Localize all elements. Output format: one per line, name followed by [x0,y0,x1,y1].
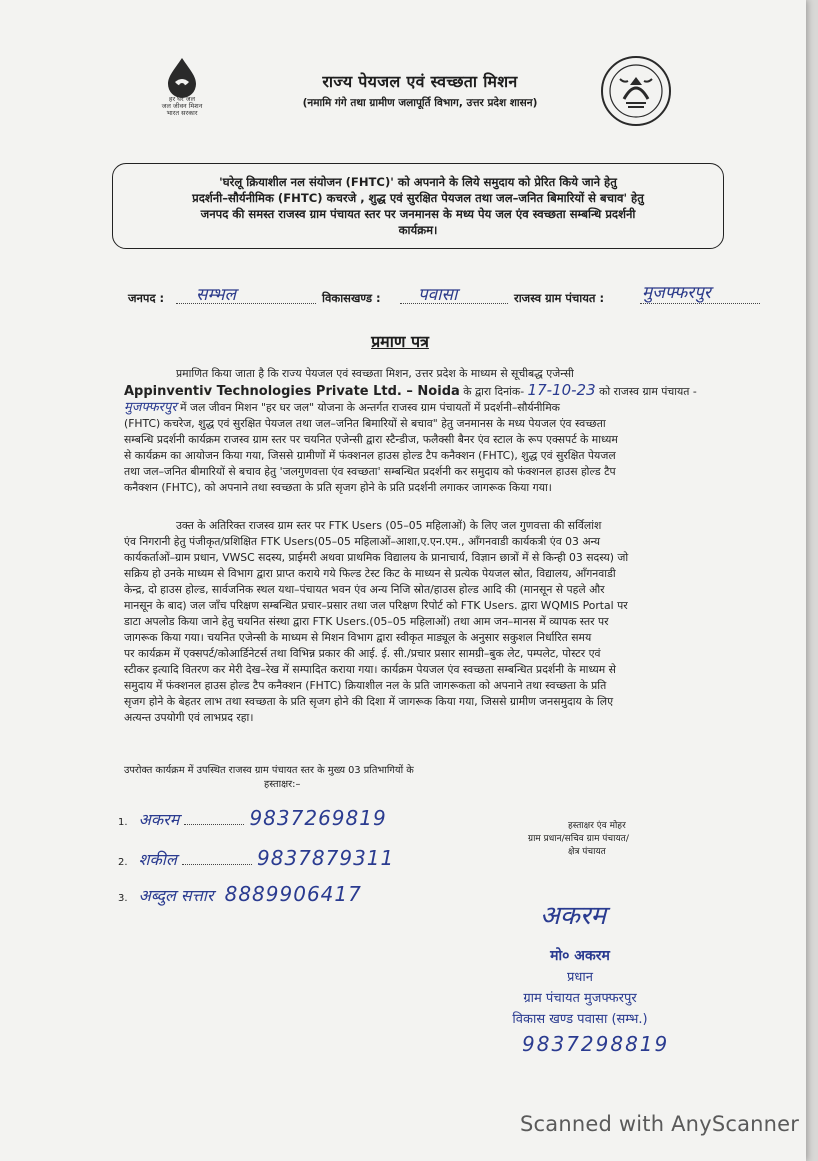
para-line: डाटा अपलोड किया जाने हेतु चयनित संस्था द्वारा FTK Users.(05–05 महिलाओं) तथा आम जन–मानस में व्यापक स्तर पर [124,615,609,628]
para-line: सृजग होने के बेहतर लाभ तथा स्वच्छता के प्रति सृजग होने की दिशा में जागरूक किया गया, जिससे ग्रामीण जनसमुदाय के लिए [124,695,614,708]
stamp-line: मो० अकरम [550,948,610,964]
para-line [124,382,744,400]
program-line: प्रदर्शनी–सौर्यनीमिक (FHTC) कचरजे , शुद्ध एवं सुरक्षित पेयजल तथा जल–जनित बिमारियों से बचाव' हेतु [192,191,644,205]
para-line: पर कार्यक्रम में एक्सपर्ट/कोआर्डिनेटर्स तथा विभिन्न प्रकार की आई. ई. सी./प्रचार प्रसार सामग्री–बुक लेट, पम्पलेट, पोस्टर एवं [124,647,601,660]
org-subtitle: (नमामि गंगे तथा ग्रामीण जलापूर्ति विभाग, उत्तर प्रदेश शासन) [302,97,538,109]
agency-name: Appinventiv Technologies Private Ltd. – Noida [124,384,460,399]
panchayat-line [640,303,760,304]
para-line: उक्त के अतिरिक्त राजस्व ग्राम स्तर पर FTK Users (05–05 महिलाओं) के लिए जल गुणवत्ता की सर्विलांश [176,519,602,532]
caption-line: क्षेत्र पंचायत [568,847,606,857]
para-line: तथा जल–जनित बीमारियों से बचाव हेतु 'जलगुणवत्ता एंव स्वच्छता' सम्बन्धित प्रदर्शनी कर समुदाय को फंक्शनल हाउस होल्ड टैप [124,465,616,478]
row-number: 3. [118,893,128,904]
logo-caption-line: हर घर जल [169,95,195,103]
certificate-paragraph-2 [124,518,744,726]
signatory-name: अब्दुल सत्तार [138,886,214,905]
stamp-line: ग्राम पंचायत मुजफ्फरपुर [523,991,637,1006]
logo-caption-line: भारत सरकार [166,109,198,117]
para-text: में जल जीवन मिशन "हर घर जल" योजना के अन्तर्गत राजस्व ग्राम पंचायतों में प्रदर्शनी–सौर्यनीमिक [180,401,560,414]
para-line: सक्रिय हो उनके माध्यम से विभाग द्वारा प्राप्त कराये गये फिल्ड टेस्ट किट के माध्यन से प्रत्येक पेयजल स्रोत, विद्यालय, आँगनवाडी [124,567,616,580]
panchayat-value: मुजफ्फरपुर [642,283,711,303]
caption-line: हस्ताक्षर एंव मोहर [568,821,626,831]
intro-line: उपरोक्त कार्यक्रम में उपस्थित राजस्व ग्राम पंचायत स्तर के मुख्य 03 प्रतिभागियों के [124,765,414,776]
program-line: कार्यक्रम। [398,223,438,237]
para-line: केन्द्र, दो हाउस होल्ड, सार्वजनिक स्थल यथा–पंचायत भवन एंव अन्य निजि स्रोत/हाउस होल्ड आदि की (मानसून से पहले और [124,583,605,596]
para-line: जागरूक किया गया। चयनित एजेन्सी के माध्यम से मिशन विभाग द्वारा स्वीकृत माड्यूल के अनुसार सकुशल निर्धारित समय [124,631,592,644]
pradhan-phone: 9837298819 [522,1032,670,1056]
block-label: विकासखण्ड : [322,291,381,305]
program-date: 17-10-23 [527,381,596,399]
stamp-line: प्रधान [567,970,593,985]
para-line: स्टीकर इत्यादि वितरण कर मेरी देख–रेख में सम्पादित कराया गया। कार्यक्रम पेयजल एंव स्वच्छता सम्बन्धित प्रदर्शनी के माध्यम से [124,663,616,676]
para-text: को राजस्व ग्राम पंचायत - [599,385,697,398]
signatory-name: अकरम [138,810,180,829]
para-line: अत्यन्त उपयोगी एवं लाभप्रद रहा। [124,711,254,724]
signatory-row [118,846,448,870]
para-text: के द्वारा दिनांक- [463,385,525,398]
program-description-box [112,163,724,249]
certificate-paragraph-1 [124,366,744,496]
intro-line: हस्ताक्षर:– [264,779,301,790]
signatory-phone: 8889906417 [224,882,362,906]
para-line: सम्बन्धि प्रदर्शनी कार्यक्रम राजस्व ग्राम स्तर पर चयनित एजेन्सी द्वारा स्टैन्डीज, फलैक्सी बैनर एंव स्टाल के रूप एक्सपर्ट के माध्यम [124,433,618,446]
program-line: जनपद की समस्त राजस्व ग्राम पंचायत स्तर पर जनमानस के मध्य पेय जल एंव स्वच्छता सम्बन्धि प्रदर्शनी [200,207,636,221]
signatories-intro [124,764,544,792]
signature-caption [528,820,708,859]
para-line: प्रमाणित किया जाता है कि राज्य पेयजल एवं स्वच्छता मिशन, उत्तर प्रदेश के माध्यम से सूचीबद्ध एजेन्सी [176,367,574,380]
logo-caption [150,96,214,117]
scanner-watermark: Scanned with AnyScanner [520,1112,800,1136]
org-title: राज्य पेयजल एवं स्वच्छता मिशन [322,72,518,91]
panchayat-handwritten: मुजफ्फरपुर [124,400,177,415]
signatory-row [118,882,458,906]
row-number: 2. [118,857,128,868]
pradhan-signature: अकरम [540,901,607,931]
para-line: कार्यकर्ताओं–ग्राम प्रधान, VWSC सदस्य, प्राईमरी अथवा प्राथमिक विद्यालय के प्रानाचार्य, विज्ञान छात्रों में से किन्ही 03 सदस्य) जो [124,551,629,564]
district-value: सम्भल [196,285,237,305]
signatory-name: शकील [138,850,177,869]
certificate-title: प्रमाण पत्र [371,332,429,351]
block-value: पवासा [418,285,458,305]
caption-line: ग्राम प्रधान/सचिव ग्राम पंचायत/ [528,834,629,844]
district-label: जनपद : [128,291,165,305]
para-line: (FHTC) कचरेज, शुद्ध एवं सुरक्षित पेयजल तथा जल–जनित बिमारियों से बचाव" हेतु जनमानस के मध्य पेयजल एंव स्वच्छता [124,417,606,430]
dotted-line [182,864,252,865]
signatory-phone: 9837269819 [249,806,387,830]
dotted-line [184,824,244,825]
panchayat-label: राजस्व ग्राम पंचायत : [514,291,605,305]
pradhan-stamp [470,946,690,1030]
signatory-phone: 9837879311 [257,846,395,870]
program-line: 'घरेलू क्रियाशील नल संयोजन (FHTC)' को अपनाने के लिये समुदाय को प्रेरित किये जाने हेतु [219,175,617,189]
para-line: एंव निगरानी हेतु पंजीकृत/प्रशिक्षित FTK Users(05–05 महिलाओं–आशा,ए.एन.एम., आँगनवाडी कार्यकत्री एंव 03 अन्य [124,535,601,548]
para-line: समुदाय में फंक्शनल हाउस होल्ड टैप कनैक्शन (FHTC) क्रियाशील नल के प्रति जागरूकता को अपनाने तथा स्वच्छता के प्रति [124,679,607,692]
up-government-emblem-icon [600,55,672,127]
logo-caption-line: जल जीवन मिशन [161,102,203,110]
para-line: कनैक्शन (FHTC), को अपनाने तथा स्वच्छता के प्रति सृजग होने के प्रति प्रदर्शनी लगाकर जागरूक किया गया। [124,481,552,494]
stamp-line: विकास खण्ड पवासा (सम्भ.) [512,1012,648,1027]
para-line: मानसून के बाद) जल जाँच परिक्षण सम्बन्धित प्रचार–प्रसार तथा जल परिक्षण रिपोर्ट को FTK Users. द्वारा WQMIS Portal पर [124,599,628,612]
para-line: से कार्यक्रम का आयोजन किया गया, जिससे ग्रामीणों में फंक्शनल हाउस होल्ड टैप कनैक्शन (FHTC), शुद्ध एवं सुरक्षित पेयजल [124,449,616,462]
signatory-row [118,806,448,830]
row-number: 1. [118,817,128,828]
para-line [124,400,744,416]
